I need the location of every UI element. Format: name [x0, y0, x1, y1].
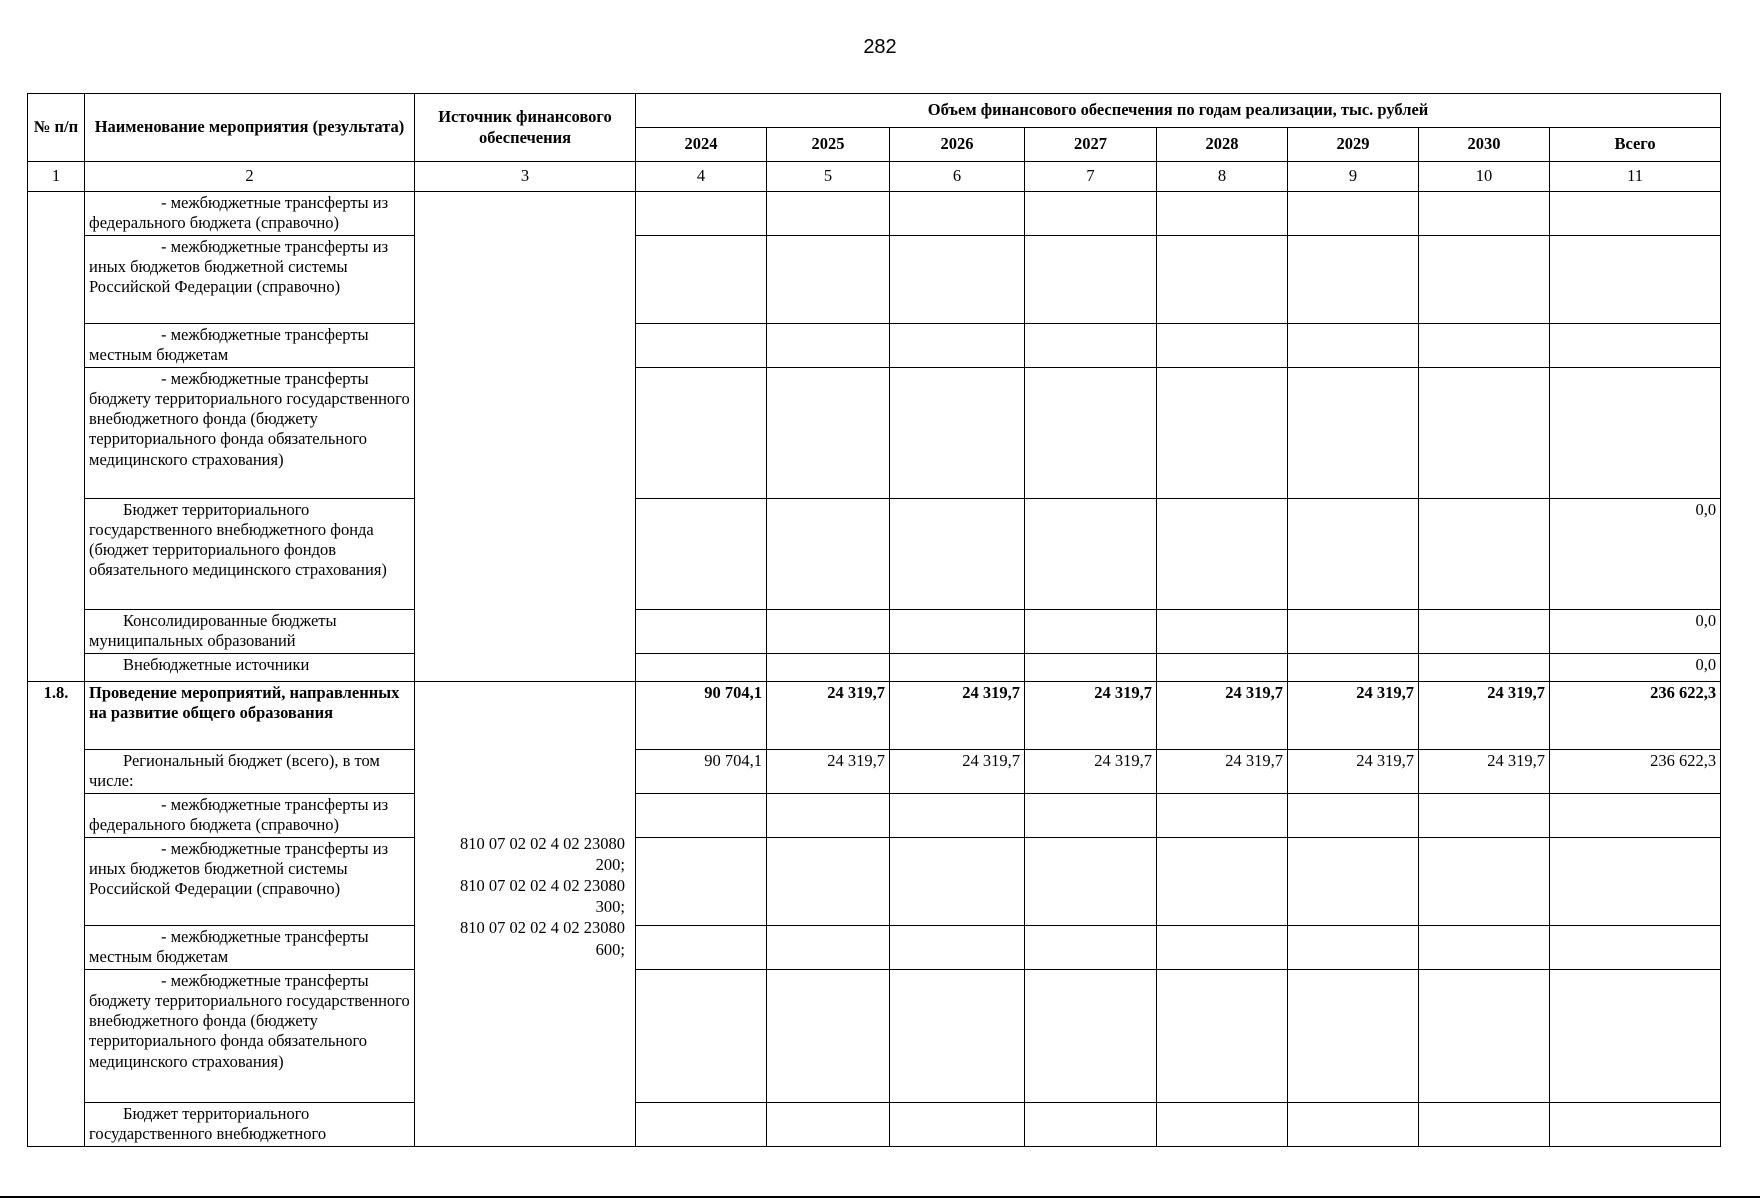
header-source: Источник финансового обеспечения: [415, 94, 636, 162]
row-total: 0,0: [1550, 499, 1721, 610]
row-name: - межбюджетные трансферты бюджету территориального государственного внебюджетного фонда (бюджету территориального фонда обязательного медицинского страхования): [85, 368, 415, 499]
table-row: [28, 499, 1721, 610]
table-row: [28, 750, 1721, 794]
row-name: - межбюджетные трансферты из федерального бюджета (справочно): [85, 794, 415, 838]
table-row: [28, 324, 1721, 368]
header-year: 2025: [767, 128, 890, 162]
column-number: 4: [636, 162, 767, 192]
header-year: 2024: [636, 128, 767, 162]
header-volume: Объем финансового обеспечения по годам реализации, тыс. рублей: [636, 94, 1721, 128]
row-name: Внебюджетные источники: [85, 654, 415, 682]
column-number: 2: [85, 162, 415, 192]
value-cell: 90 704,1: [636, 750, 767, 794]
column-number: 3: [415, 162, 636, 192]
value-cell: 24 319,7: [890, 750, 1025, 794]
value-cell: 24 319,7: [890, 682, 1025, 750]
financing-table: [27, 93, 1721, 1147]
row-name: - межбюджетные трансферты из иных бюджетов бюджетной системы Российской Федерации (справочно): [85, 236, 415, 324]
row-total: [1550, 368, 1721, 499]
row-name: - межбюджетные трансферты местным бюджетам: [85, 926, 415, 970]
header-number: № п/п: [28, 94, 85, 162]
column-number: 8: [1157, 162, 1288, 192]
row-name: - межбюджетные трансферты местным бюджетам: [85, 324, 415, 368]
table-row: [28, 368, 1721, 499]
row-total: [1550, 236, 1721, 324]
table-row: [28, 682, 1721, 750]
table-row: [28, 654, 1721, 682]
table-row: [28, 970, 1721, 1103]
header-year: 2029: [1288, 128, 1419, 162]
row-total: [1550, 192, 1721, 236]
column-number: 5: [767, 162, 890, 192]
row-total: 0,0: [1550, 610, 1721, 654]
table-row: [28, 926, 1721, 970]
row-number: 1.8.: [28, 682, 85, 1147]
row-name: Региональный бюджет (всего), в том числе:: [85, 750, 415, 794]
row-number-cell: [28, 192, 85, 682]
header-year: 2026: [890, 128, 1025, 162]
table-row: [28, 1103, 1721, 1147]
table-row: [28, 610, 1721, 654]
header-year: 2030: [1419, 128, 1550, 162]
value-cell: 24 319,7: [1157, 682, 1288, 750]
row-name: - межбюджетные трансферты из иных бюджетов бюджетной системы Российской Федерации (справочно): [85, 838, 415, 926]
value-cell: 24 319,7: [1419, 750, 1550, 794]
source-code: 200;: [595, 855, 625, 875]
table-row: [28, 236, 1721, 324]
source-code: 810 07 02 02 4 02 23080: [460, 876, 625, 896]
row-name: Консолидированные бюджеты муниципальных образований: [85, 610, 415, 654]
row-total: 236 622,3: [1550, 682, 1721, 750]
header-year: 2028: [1157, 128, 1288, 162]
value-cell: 24 319,7: [1288, 682, 1419, 750]
source-code: 600;: [595, 939, 625, 959]
value-cell: 24 319,7: [1025, 682, 1157, 750]
value-cell: 24 319,7: [1288, 750, 1419, 794]
measure-title: Проведение мероприятий, направленных на развитие общего образования: [85, 682, 415, 750]
value-cell: 24 319,7: [1157, 750, 1288, 794]
column-number: 1: [28, 162, 85, 192]
table-row: [28, 838, 1721, 926]
page-number: 282: [863, 36, 897, 58]
value-cell: 90 704,1: [636, 682, 767, 750]
page-bottom-rule: [0, 1196, 1760, 1198]
value-cell: 24 319,7: [1025, 750, 1157, 794]
column-number: 10: [1419, 162, 1550, 192]
row-total: 236 622,3: [1550, 750, 1721, 794]
value-cell: 24 319,7: [1419, 682, 1550, 750]
header-total: Всего: [1550, 128, 1721, 162]
column-numbers-row: [28, 162, 1721, 192]
table-row: [28, 192, 1721, 236]
column-number: 7: [1025, 162, 1157, 192]
row-name: - межбюджетные трансферты бюджету территориального государственного внебюджетного фонда (бюджету территориального фонда обязательного медицинского страхования): [85, 970, 415, 1103]
column-number: 9: [1288, 162, 1419, 192]
value-cell: 24 319,7: [767, 750, 890, 794]
source-cell: [415, 682, 636, 1147]
value-cell: 24 319,7: [767, 682, 890, 750]
row-total: [1550, 324, 1721, 368]
source-code: 300;: [595, 897, 625, 917]
source-code: 810 07 02 02 4 02 23080: [460, 918, 625, 938]
source-code: 810 07 02 02 4 02 23080: [460, 834, 625, 853]
table-row: [28, 794, 1721, 838]
row-name: Бюджет территориального государственного внебюджетного фонда (бюджет территориального фондов обязательного медицинского страхования): [85, 499, 415, 610]
row-name: Бюджет территориального государственного внебюджетного: [85, 1103, 415, 1147]
column-number: 11: [1550, 162, 1721, 192]
row-name: - межбюджетные трансферты из федерального бюджета (справочно): [85, 192, 415, 236]
column-number: 6: [890, 162, 1025, 192]
row-total: 0,0: [1550, 654, 1721, 682]
header-year: 2027: [1025, 128, 1157, 162]
header-name: Наименование мероприятия (результата): [85, 94, 415, 162]
source-cell: [415, 192, 636, 682]
